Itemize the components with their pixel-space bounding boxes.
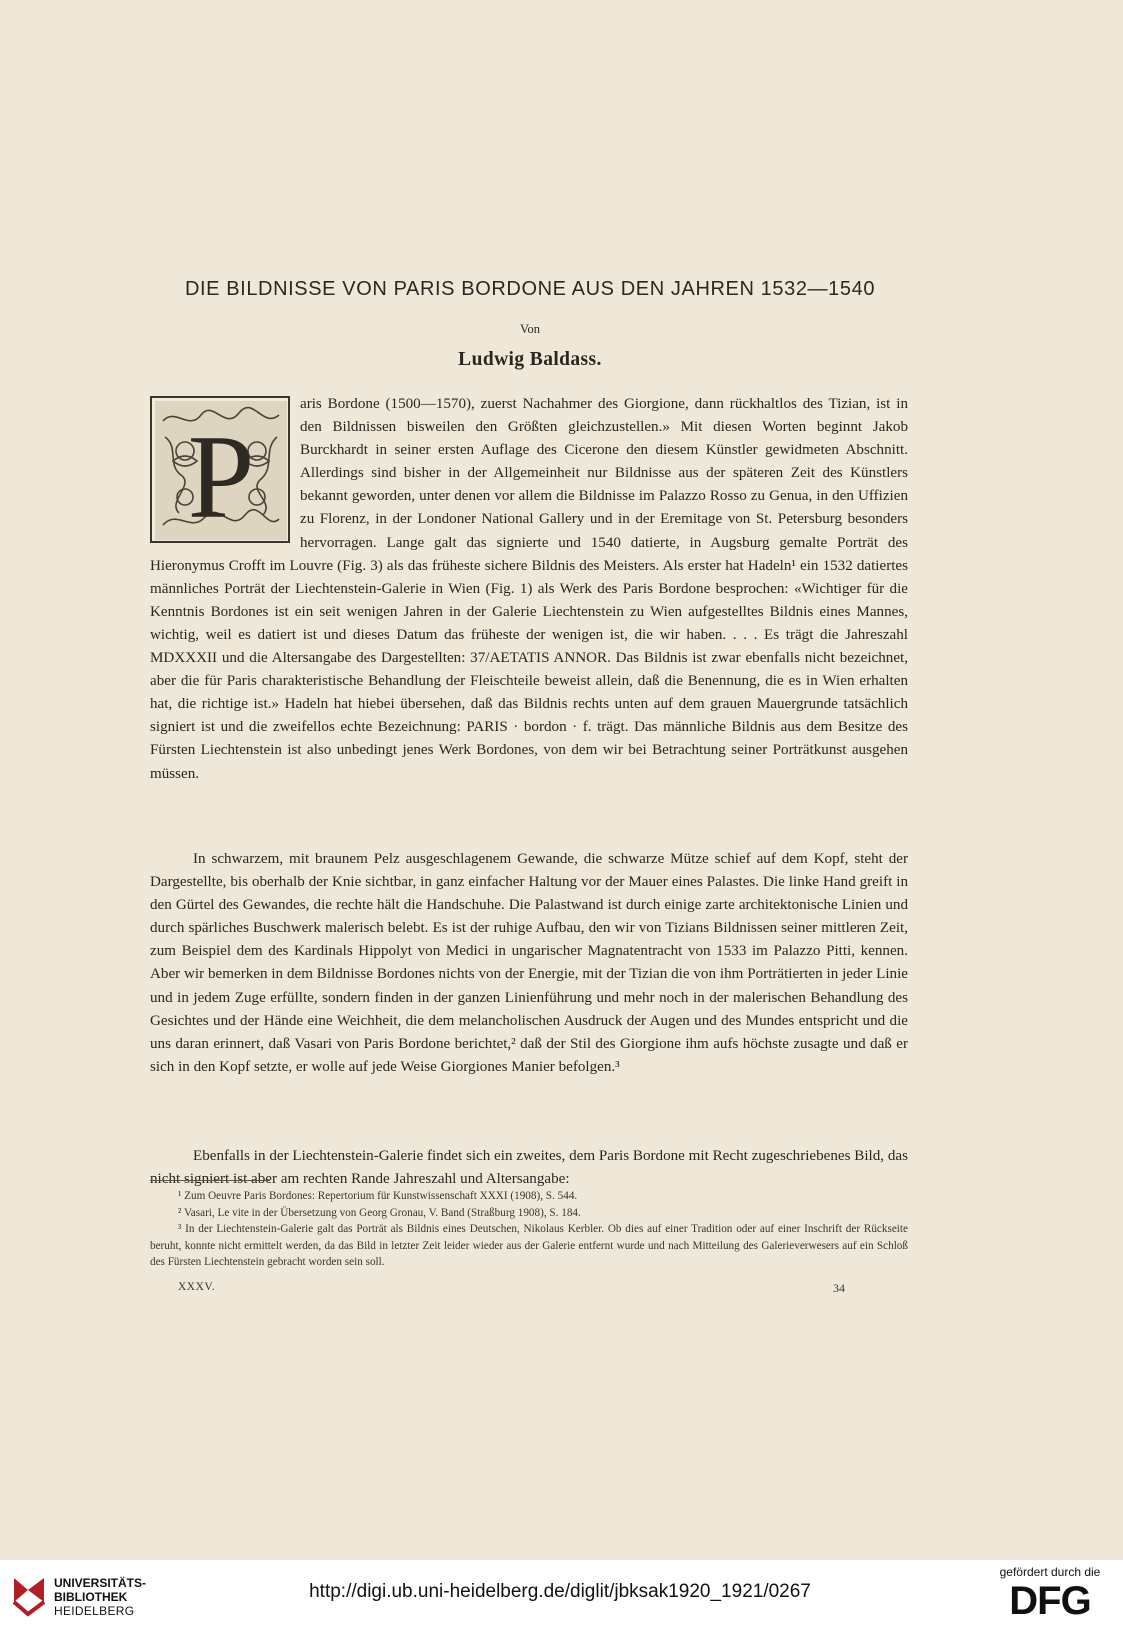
article-title: DIE BILDNISSE VON PARIS BORDONE AUS DEN JAHREN 1532—1540 <box>184 278 876 300</box>
paragraph-2: In schwarzem, mit braunem Pelz ausgeschlagenem Gewande, die schwarze Mütze schief auf dem Kopf, steht der Dargestellte, bis oberhalb der Knie sichtbar, in ganz einfacher Haltung vor der Mauer eines Palastes. Die linke Hand greift in den Gürtel des Gewandes, die rechte hält die Handschuhe. Die Palastwand ist durch einige zarte architektonische Linien und durch spärliches Buschwerk malerisch belebt. Es ist der ruhige Aufbau, den wir von Tizians Bildnissen seiner mittleren Zeit, zum Beispiel dem des Kardinals Hippolyt von Medici in ungarischer Magnatentracht von 1533 im Palazzo Pitti, kennen. Aber wir bemerken in dem Bildnisse Bordones nichts von der Energie, mit der Tizian die von ihm Porträtierten in jeder Linie und in jedem Zuge erfüllte, sondern finden in der ganzen Linienführung und mehr noch in der malerischen Behandlung des Gesichtes und der Hände eine Weichheit, die dem melancholischen Ausdruck der Augen und des Mundes entspricht und die uns daran erinnert, daß Vasari von Paris Bordone berichtet,² daß der Stil des Giorgione ihm aufs höchste zusagte und daß er sich in den Kopf setzte, er wolle auf jede Weise Giorgiones Manier befolgen.³ <box>150 851 908 1075</box>
footnote-rule <box>150 1180 270 1181</box>
university-library-logo[interactable] <box>8 1572 148 1624</box>
library-name-line-2: BIBLIOTHEK <box>54 1590 128 1604</box>
library-name-line-1: UNIVERSITÄTS- <box>54 1576 147 1590</box>
sponsor-caption: gefördert durch die <box>999 1565 1101 1579</box>
footnote-3: ³ In der Liechtenstein-Galerie galt das Porträt als Bildnis eines Deutschen, Nikolaus Kerbler. Ob dies auf einer Tradition oder auf einer Inschrift der Rückseite beruht, konnte nicht ermittelt werden, da das Bild in letzter Zeit leider wieder aus der Galerie entfernt wurde und nach Mitteilung des Galerieverwesers auf ein Schloß des Fürsten Liechtenstein gebracht worden sein soll. <box>150 1223 908 1269</box>
dfg-wordmark: DFG <box>1009 1579 1091 1623</box>
byline-von: Von <box>520 322 540 336</box>
ornamental-initial-image <box>155 401 287 540</box>
signature-mark: XXXV. <box>178 1281 216 1293</box>
dfg-logo[interactable] <box>985 1565 1115 1627</box>
footnote-2: ² Vasari, Le vite in der Übersetzung von Georg Gronau, V. Band (Straßburg 1908), S. 184. <box>178 1206 581 1219</box>
library-name-line-3: HEIDELBERG <box>54 1604 135 1618</box>
library-emblem-icon <box>8 1572 50 1624</box>
footnotes <box>150 1188 908 1271</box>
permalink-url[interactable]: http://digi.ub.uni-heidelberg.de/diglit/jbksak1920_1921/0267 <box>309 1581 811 1602</box>
footnote-1: ¹ Zum Oeuvre Paris Bordones: Repertorium für Kunstwissenschaft XXXI (1908), S. 544. <box>178 1190 578 1202</box>
paragraph-1-text: aris Bordone (1500—1570), zuerst Nachahmer des Giorgione, dann rückhaltlos des Tizian, ist in den Bildnissen bisweilen den Größten gleichzustellen.» Mit diesen Worten beginnt Jakob Burckhardt in seiner ersten Auflage des Cicerone den diesem Künstler gewidmeten Abschnitt. Allerdings sind bisher in der Allgemeinheit nur Bildnisse aus der späteren Zeit des Künstlers bekannt geworden, unter denen vor allem die Bildnisse im Palazzo Rosso zu Genua, in den Uffizien zu Florenz, in der Londoner National Gallery und in der Eremitage von St. Petersburg besonders hervorragen. Lange galt das signierte und 1540 datierte, in Augsburg gemalte Porträt des Hieronymus Crofft im Louvre (Fig. 3) als das früheste sichere Bildnis des Meisters. Als erster hat Hadeln¹ ein 1532 datiertes männliches Porträt der Liechtenstein-Galerie in Wien (Fig. 1) als Werk des Paris Bordone besprochen: «Wichtiger für die Kenntnis Bordones ist ein seit wenigen Jahren in der Galerie Liechtenstein zu Wien aufgestelltes Bildnis eines Mannes, wichtig, weil es datiert ist und dieses Datum das früheste der wenigen ist, die wir haben. . . . Es trägt die Jahreszahl MDXXXII und die Altersangabe des Dargestellten: 37/AETATIS ANNOR. Das Bildnis ist zwar ebenfalls nicht bezeichnet, aber die für Paris charakteristische Behandlung der Fleischteile beweist allein, daß die Benennung, die es in Wien erhalten hat, die richtige ist.» Hadeln hat hiebei übersehen, daß das Bildnis rechts unten auf dem grauen Mauergrunde tatsächlich signiert ist und die zweifellos echte Bezeichnung: PARIS · bordon · f. trägt. Das männliche Bildnis aus dem Besitze des Fürsten Liechtenstein ist also unbedingt jenes Werk Bordones, von dem wir bei Betrachtung seiner Porträtkunst ausgehen müssen. <box>150 396 908 782</box>
page-number: 34 <box>833 1281 845 1295</box>
article-author: Ludwig Baldass. <box>458 349 602 370</box>
paragraph-1 <box>150 393 908 786</box>
initial-letter-glyph: P <box>187 410 255 540</box>
ornamental-initial-p <box>150 396 290 543</box>
paragraph-3: Ebenfalls in der Liechtenstein-Galerie findet sich ein zweites, dem Paris Bordone mit Recht zugeschriebenes Bild, das nicht signiert ist aber am rechten Rande Jahreszahl und Altersangabe: <box>150 1148 908 1188</box>
library-name <box>54 1576 146 1618</box>
